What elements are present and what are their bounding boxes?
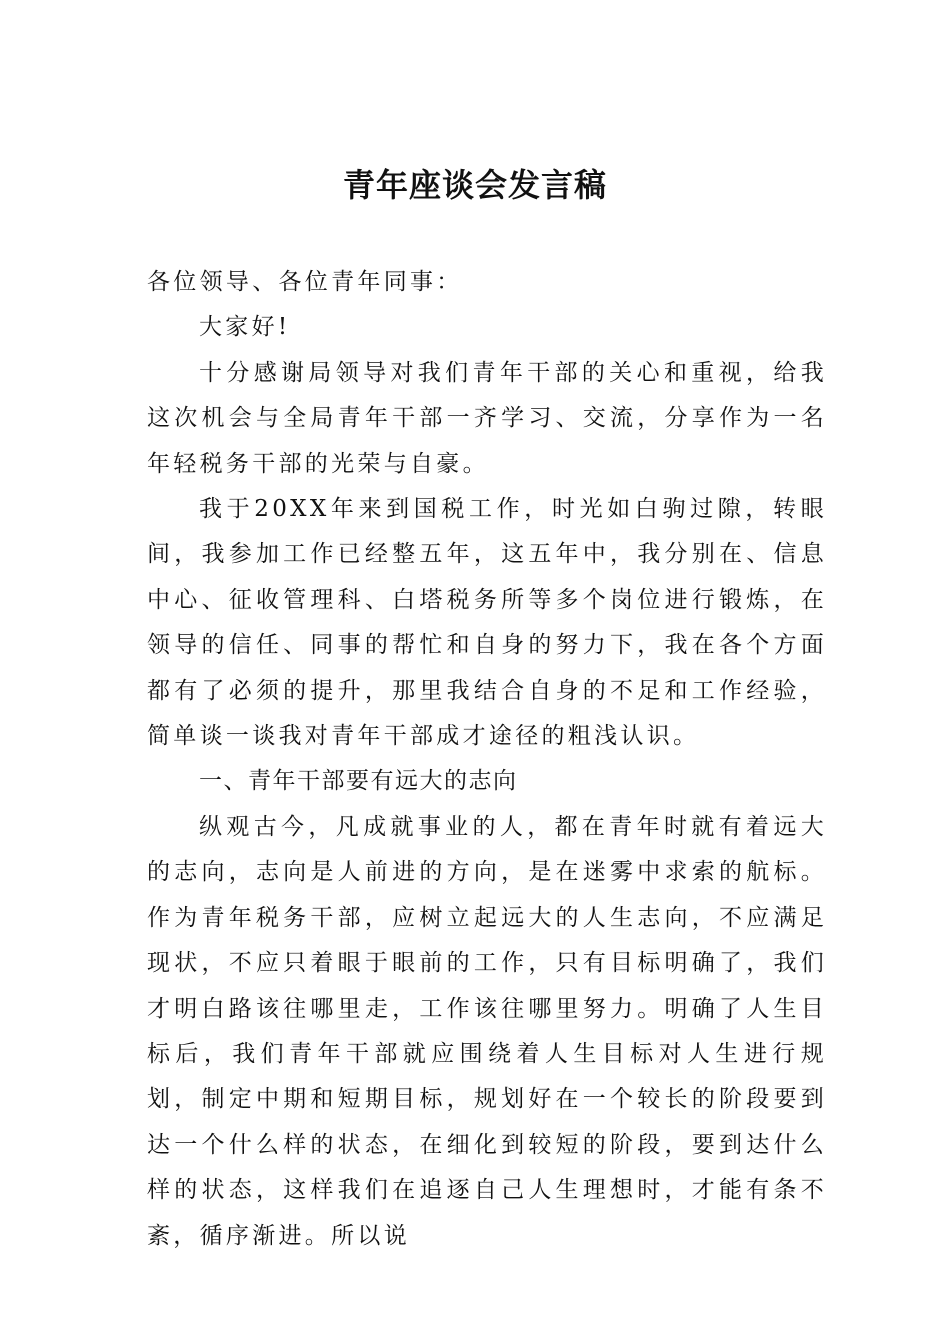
paragraph-thanks: 十分感谢局领导对我们青年干部的关心和重视，给我这次机会与全局青年干部一齐学习、交流，分享作为一名年轻税务干部的光荣与自豪。 [147, 359, 827, 477]
section-paragraph: 纵观古今，凡成就事业的人，都在青年时就有着远大的志向，志向是人前进的方向，是在迷雾中求索的航标。作为青年税务干部，应树立起远大的人生志向，不应满足现状，不应只着眼于眼前的工作，只有目标明确了，我们才明白路该往哪里走，工作该往哪里努力。明确了人生目标后，我们青年干部就应围绕着人生目标对人生进行规划，制定中期和短期目标，规划好在一个较长的阶段要到达一个什么样的状态，在细化到较短的阶段，要到达什么样的状态，这样我们在追逐自己人生理想时，才能有条不紊，循序渐进。所以说 [147, 813, 827, 1249]
document-title: 青年座谈会发言稿 [342, 166, 607, 204]
document-body [147, 260, 827, 1259]
section-heading: 一、青年干部要有远大的志向 [199, 768, 518, 795]
paragraph-experience: 我于20XX年来到国税工作，时光如白驹过隙，转眼间，我参加工作已经整五年，这五年中，我分别在、信息中心、征收管理科、白塔税务所等多个岗位进行锻炼，在领导的信任、同事的帮忙和自身的努力下，我在各个方面都有了必须的提升，那里我结合自身的不足和工作经验，简单谈一谈我对青年干部成才途径的粗浅认识。 [147, 496, 827, 750]
salutation: 各位领导、各位青年同事： [147, 269, 463, 295]
greeting: 大家好! [199, 314, 291, 341]
